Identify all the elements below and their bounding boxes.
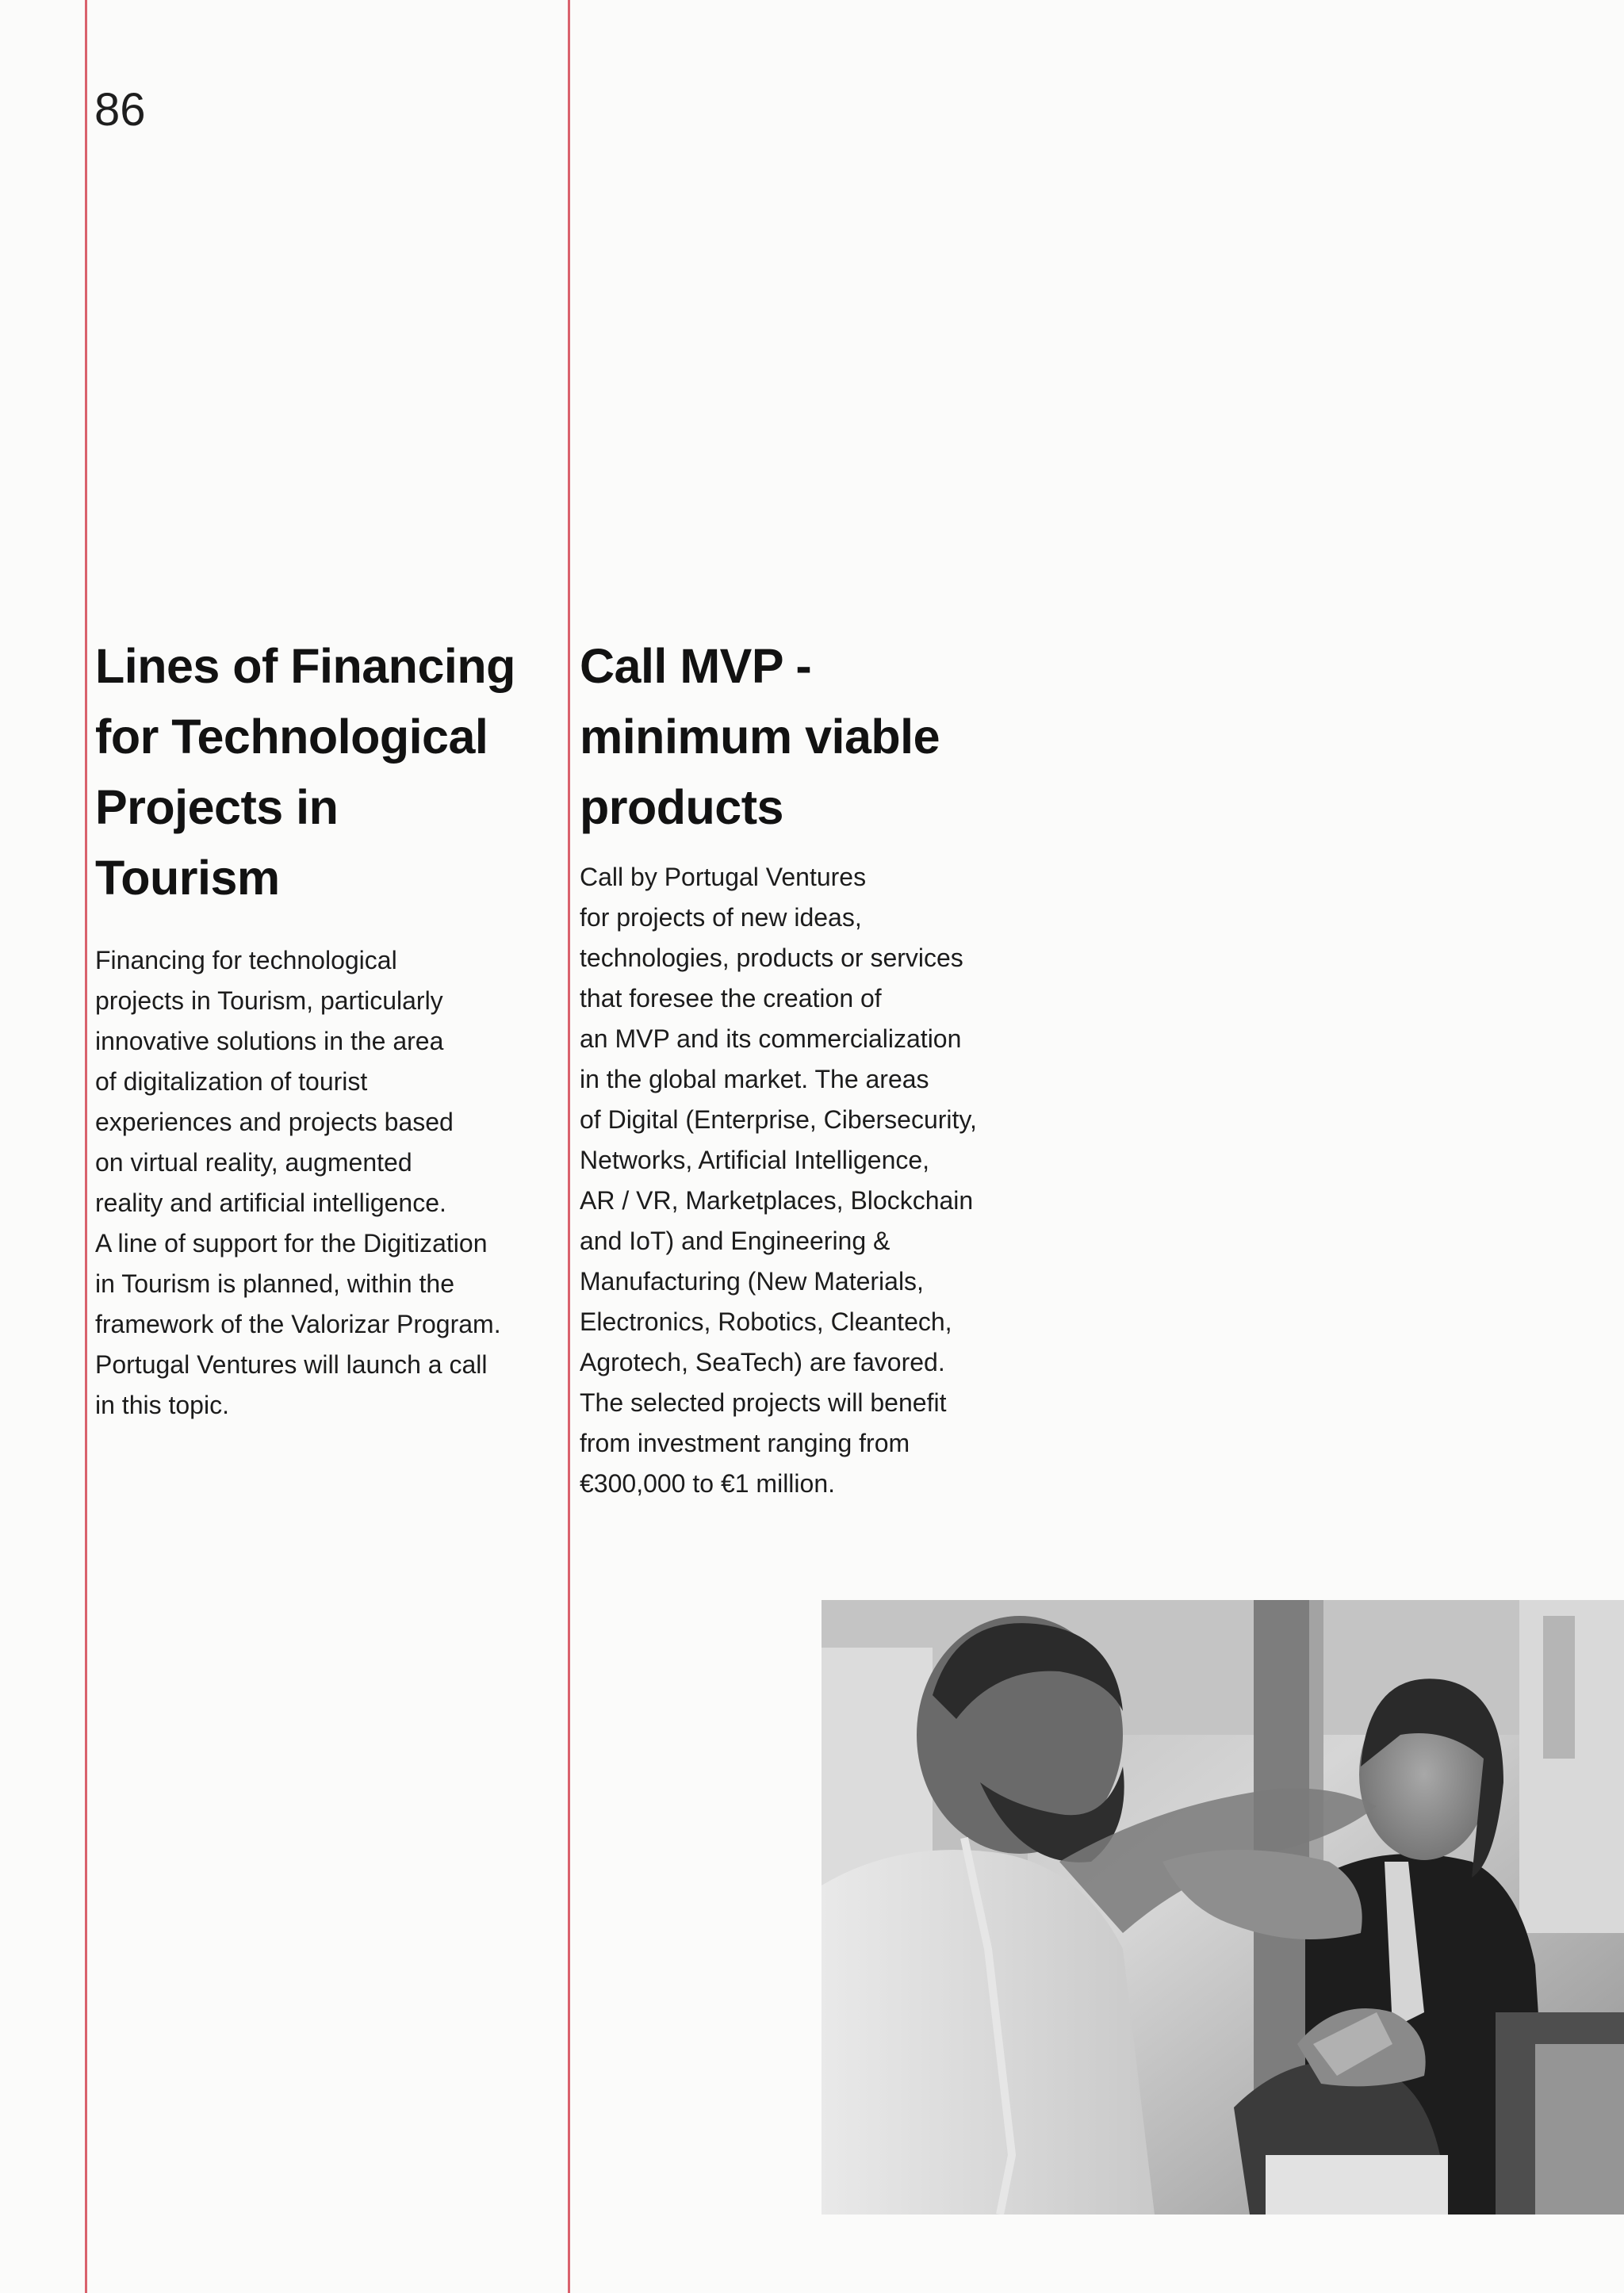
call-mvp-heading [580,631,1055,843]
body-line: Networks, Artificial Intelligence, [580,1146,930,1174]
heading-line: minimum viable [580,710,940,764]
call-mvp-section [580,631,1055,1504]
body-line: projects in Tourism, particularly [95,986,443,1015]
heading-line: Projects in [95,780,339,834]
heading-line: for Technological [95,710,488,764]
heading-line: Tourism [95,851,280,905]
body-line: in the global market. The areas [580,1065,929,1093]
meeting-photo [822,1600,1624,2215]
body-line: that foresee the creation of [580,984,882,1013]
column-divider-rule [568,0,570,2293]
heading-line: Call MVP - [580,639,812,693]
financing-tourism-heading [95,631,555,913]
body-line: reality and artificial intelligence. [95,1189,446,1217]
body-line: Electronics, Robotics, Cleantech, [580,1307,952,1336]
body-line: Portugal Ventures will launch a call [95,1350,488,1379]
body-line: framework of the Valorizar Program. [95,1310,501,1338]
body-line: on virtual reality, augmented [95,1148,412,1177]
body-line: an MVP and its commercialization [580,1024,962,1053]
body-line: Call by Portugal Ventures [580,863,867,891]
body-line: for projects of new ideas, [580,903,862,932]
body-line: in Tourism is planned, within the [95,1269,454,1298]
call-mvp-body [580,857,1055,1504]
financing-tourism-body [95,940,555,1426]
body-line: of Digital (Enterprise, Cibersecurity, [580,1105,977,1134]
body-line: technologies, products or services [580,944,963,972]
heading-line: products [580,780,783,834]
body-line: of digitalization of tourist [95,1067,368,1096]
body-line: from investment ranging from [580,1429,910,1457]
body-line: and IoT) and Engineering & [580,1227,891,1255]
body-line: The selected projects will benefit [580,1388,947,1417]
body-line: innovative solutions in the area [95,1027,444,1055]
heading-line: Lines of Financing [95,639,515,693]
body-line: A line of support for the Digitization [95,1229,488,1258]
body-line: AR / VR, Marketplaces, Blockchain [580,1186,974,1215]
left-margin-rule [85,0,87,2293]
body-line: in this topic. [95,1391,229,1419]
body-line: Agrotech, SeaTech) are favored. [580,1348,945,1376]
body-line: €300,000 to €1 million. [580,1469,835,1498]
body-line: Manufacturing (New Materials, [580,1267,924,1296]
financing-tourism-section [95,631,555,1426]
body-line: Financing for technological [95,946,397,974]
meeting-photo-illustration [822,1600,1624,2215]
body-line: experiences and projects based [95,1108,454,1136]
page-number: 86 [94,84,146,136]
